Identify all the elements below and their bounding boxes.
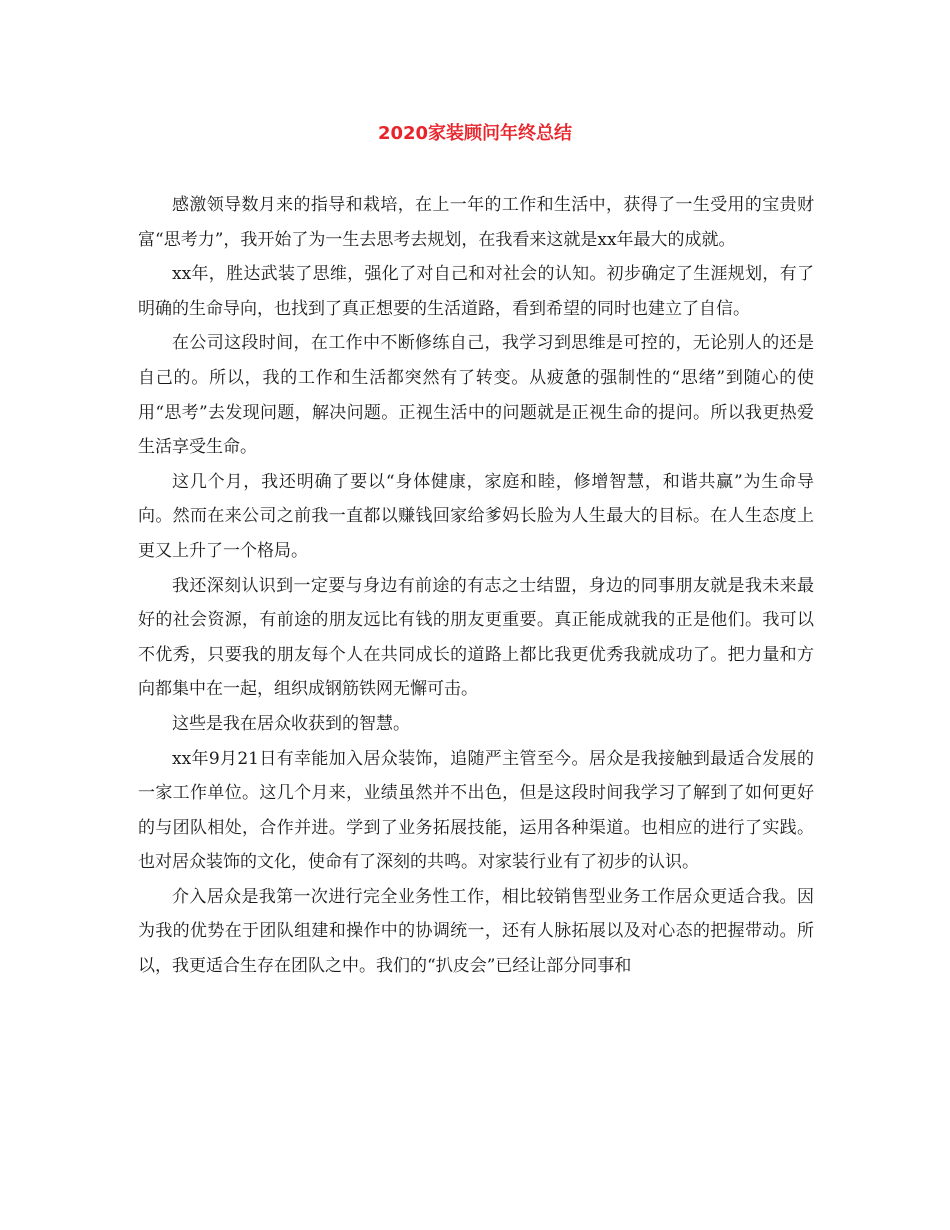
- paragraph: xx年，胜达武装了思维，强化了对自己和对社会的认知。初步确定了生涯规划，有了明确的生命导向，也找到了真正想要的生活道路，看到希望的同时也建立了自信。: [138, 264, 814, 319]
- paragraph: 这几个月，我还明确了要以“身体健康，家庭和睦，修增智慧，和谐共赢”为生命导向。然而在来公司之前我一直都以赚钱回家给爹妈长脸为人生最大的目标。在人生态度上更又上升了一个格局。: [138, 471, 814, 561]
- paragraph: 我还深刻认识到一定要与身边有前途的有志之士结盟，身边的同事朋友就是我未来最好的社会资源，有前途的朋友远比有钱的朋友更重要。真正能成就我的正是他们。我可以不优秀，只要我的朋友每个人在共同成长的道路上都比我更优秀我就成功了。把力量和方向都集中在一起，组织成钢筋铁网无懈可击。: [138, 575, 814, 700]
- paragraph: xx年9月21日有幸能加入居众装饰，追随严主管至今。居众是我接触到最适合发展的一家工作单位。这几个月来，业绩虽然并不出色，但是这段时间我学习了解到了如何更好的与团队相处，合作并进。学到了业务拓展技能，运用各种渠道。也相应的进行了实践。也对居众装饰的文化，使命有了深刻的共鸣。对家装行业有了初步的认识。: [138, 748, 814, 873]
- document-body: [138, 188, 814, 984]
- paragraph: 这些是我在居众收获到的智慧。: [172, 713, 410, 734]
- paragraph: 介入居众是我第一次进行完全业务性工作，相比较销售型业务工作居众更适合我。因为我的优势在于团队组建和操作中的协调统一，还有人脉拓展以及对心态的把握带动。所以，我更适合生存在团队之中。我们的“扒皮会”已经让部分同事和: [138, 886, 814, 977]
- paragraph: 感激领导数月来的指导和栽培，在上一年的工作和生活中，获得了一生受用的宝贵财富“思考力”，我开始了为一生去思考去规划，在我看来这就是xx年最大的成就。: [138, 195, 814, 250]
- document-title: 2020家装顾问年终总结: [377, 123, 573, 144]
- paragraph: 在公司这段时间，在工作中不断修练自己，我学习到思维是可控的，无论别人的还是自己的。所以，我的工作和生活都突然有了转变。从疲惫的强制性的“思绪”到随心的使用“思考”去发现问题，解决问题。正视生活中的问题就是正视生命的提问。所以我更热爱生活享受生命。: [138, 333, 814, 458]
